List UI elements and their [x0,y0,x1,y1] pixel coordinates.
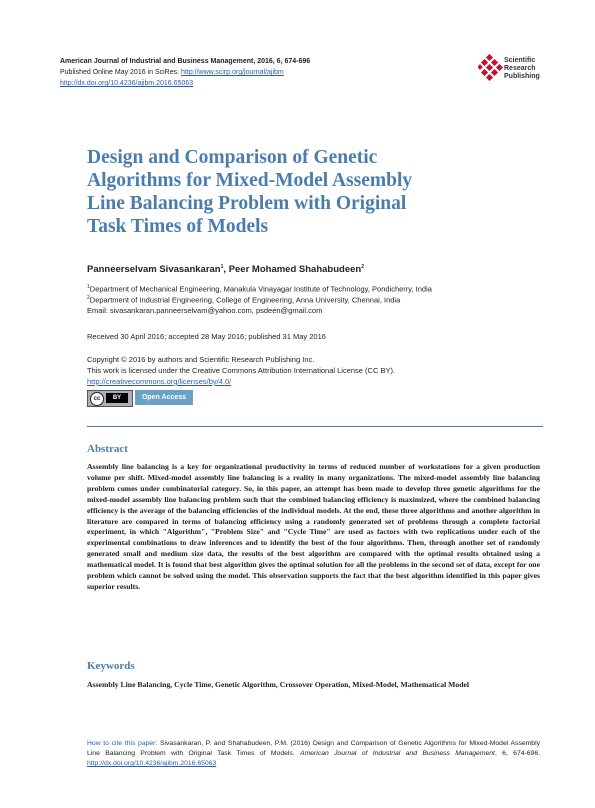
email-line: Email: sivasankaran.panneerselvam@yahoo.com, psdeen@gmail.com [87,306,323,315]
author-1: Panneerselvam Sivasankaran [87,264,221,276]
keywords-heading: Keywords [87,660,135,672]
citation-doi-link[interactable]: http://dx.doi.org/10.4236/ajibm.2016.65063 [87,760,217,768]
doi-link[interactable]: http://dx.doi.org/10.4236/ajibm.2016.65063 [60,80,194,87]
citation-block: How to cite this paper: Sivasankaran, P. and Shahabudeen, P.M. (2016) Design and Comparison of Genetic Algorithms for Mixed-Model Assembly Line Balancing Problem with Original Task Times of Models. American Journal of Industrial and Business Management, 6, 674-696. http://dx.doi.org/10.4236/ajibm.2016.65063 [87,740,541,768]
doi-line [60,79,193,88]
publication-dates: Received 30 April 2016; accepted 28 May 2016; published 31 May 2016 [87,332,326,341]
paper-title: Design and Comparison of Genetic Algorithms for Mixed-Model Assembly Line Balancing Problem with Original Task Times of Models [87,147,413,237]
affiliation-2: $^2$Department of Industrial Engineering, College of Engineering, Anna University, Chennai, India [87,295,401,305]
published-line [60,68,284,77]
publisher-logo-icon [478,54,504,84]
open-access-badge[interactable]: Open Access [135,390,193,405]
citation-journal: American Journal of Industrial and Business Management [300,750,495,758]
author-2: Peer Mohamed Shahabudeen [228,264,362,276]
by-icon: BY [106,393,128,403]
license-url-line [87,377,231,387]
publisher-logo-text: Scientific Research Publishing [504,57,540,80]
journal-url-link[interactable]: http://www.scirp.org/journal/ajibm [181,69,284,76]
published-prefix: Published Online May 2016 in SciRes. [60,69,180,76]
journal-line: American Journal of Industrial and Business Management, 2016, 6, 674-696 [60,58,311,65]
license-url-link[interactable]: http://creativecommons.org/licenses/by/4.0/ [87,377,232,386]
creative-commons-icon: cc [90,392,104,406]
license-line: This work is licensed under the Creative Commons Attribution International License (CC BY). [87,366,396,375]
section-divider [87,426,543,427]
citation-label: How to cite this paper: [87,740,158,747]
abstract-text: Assembly line balancing is a key for organizational productivity in terms of reduced number of workstations for a given production volume per shift. Mixed-model assembly line balancing is a reality in many organizations. The mixed-model assembly line balancing problem comes under combinatorial category. So, in this paper, an attempt has been made to develop three genetic algorithms for the mixed-model assembly line balancing problem such that the combined balancing efficiency is maximized, where the combined balancing efficiency is the average of the balancing efficiencies of the individual models. At the end, these three algorithms and another algorithm in literature are compared in terms of balancing efficiency using a randomly generated set of problems through a complete factorial experiment, in which "Algorithm", "Problem Size" and "Cycle Time" are used as factors with two replications under each of the experimental combinations to draw inferences and to identify the best of the four algorithms. Then, through another set of randomly generated small and medium size data, the results of the best algorithm are compared with the optimal results obtained using a mathematical model. It is found that best algorithm gives the optimal solution for all the problems in the second set of data, except for one problem which cannot be solved using the model. This observation supports the fact that the best algorithm identified in this paper gives superior results. [87,462,540,591]
keywords-text: Assembly Line Balancing, Cycle Time, Genetic Algorithm, Crossover Operation, Mixed-Model, Mathematical Model [87,680,470,689]
publisher-logo [478,54,558,90]
copyright-line: Copyright © 2016 by authors and Scientific Research Publishing Inc. [87,355,315,364]
affiliation-1: $^1$Department of Mechanical Engineering, Manakula Vinayagar Institute of Technology, Pondicherry, India [87,284,432,294]
cc-by-badge[interactable] [87,390,133,407]
author-list: Panneerselvam Sivasankaran$^1$, Peer Mohamed Shahabudeen$^2$ [87,264,364,276]
abstract-heading: Abstract [87,443,128,455]
